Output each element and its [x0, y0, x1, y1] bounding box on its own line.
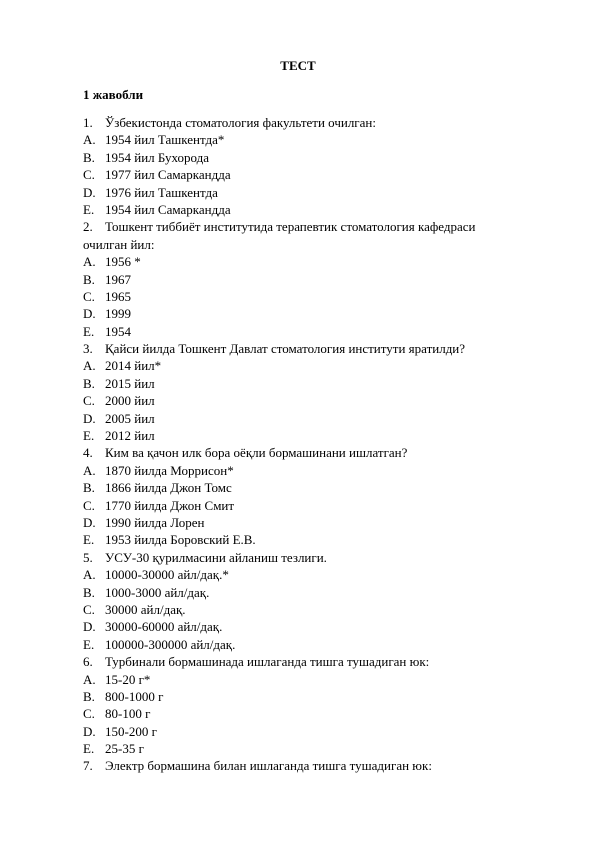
answer-option-number: B.: [83, 375, 95, 391]
answer-option-text: 1956 *: [105, 254, 141, 270]
answer-option: [83, 427, 523, 444]
answer-option-number: E.: [83, 201, 95, 217]
question-number: 6.: [83, 654, 93, 670]
answer-option-number: E.: [83, 428, 95, 444]
answer-option-text: 1000-3000 айл/дақ.: [105, 584, 210, 600]
question-number: 2.: [83, 219, 93, 235]
answer-option-text: 1866 йилда Джон Томс: [105, 480, 232, 496]
answer-option-text: 2014 йил*: [105, 358, 162, 374]
answer-option-text: 15-20 г*: [105, 671, 151, 687]
answer-option-number: A.: [83, 462, 96, 478]
answer-option-number: E.: [83, 532, 95, 548]
answer-option-text: 1990 йилда Лорен: [105, 514, 205, 530]
answer-option-number: A.: [83, 671, 96, 687]
question-text: Турбинали бормашинада ишлаганда тишга тушадиган юк:: [105, 654, 430, 670]
answer-option-text: 80-100 г: [105, 706, 151, 722]
question-continuation: [83, 236, 523, 253]
answer-option-text: 1954: [105, 323, 131, 339]
answer-option: [83, 357, 523, 374]
answer-option: [83, 305, 523, 322]
answer-option-number: A.: [83, 132, 96, 148]
answer-option: [83, 514, 523, 531]
answer-option: [83, 323, 523, 340]
answer-option-text: 150-200 г: [105, 723, 157, 739]
question-text: Ким ва қачон илк бора оёқли бормашинани ишлатган?: [105, 445, 408, 461]
answer-option-number: C.: [83, 706, 95, 722]
question-number: 7.: [83, 758, 93, 774]
answer-option: [83, 184, 523, 201]
answer-option: [83, 723, 523, 740]
question-text: Тошкент тиббиёт институтида терапевтик стоматология кафедраси: [105, 219, 476, 235]
answer-option: [83, 410, 523, 427]
question: [83, 549, 523, 566]
answer-option-number: D.: [83, 514, 96, 530]
question-number: 1.: [83, 115, 93, 130]
question-text: УСУ-30 қурилмасини айланиш тезлиги.: [105, 549, 327, 565]
answer-option-number: A.: [83, 254, 96, 270]
answer-option-text: 1977 йил Самаркандда: [105, 167, 231, 183]
answer-option-number: C.: [83, 601, 95, 617]
answer-option-number: E.: [83, 636, 95, 652]
answer-option-number: D.: [83, 306, 96, 322]
answer-option-text: 100000-300000 айл/дақ.: [105, 636, 236, 652]
question-text: Қайси йилда Тошкент Давлат стоматология институти яратилди?: [105, 341, 466, 357]
question-text: Ўзбекистонда стоматология факультети очилган:: [105, 115, 376, 130]
answer-option-text: 1870 йилда Моррисон*: [105, 462, 234, 478]
question-text: Электр бормашина билан ишлаганда тишга тушадиган юк:: [105, 758, 432, 774]
answer-option-text: 30000-60000 айл/дақ.: [105, 619, 223, 635]
question: [83, 340, 523, 357]
answer-option: [83, 636, 523, 653]
answer-option: [83, 618, 523, 635]
answer-option-text: 1954 йил Ташкентда*: [105, 132, 225, 148]
answer-option: [83, 671, 523, 688]
answer-option-number: C.: [83, 393, 95, 409]
answer-option-number: C.: [83, 497, 95, 513]
answer-option-text: 1954 йил Бухорода: [105, 149, 210, 165]
answer-option: [83, 392, 523, 409]
answer-option-number: C.: [83, 167, 95, 183]
answer-option-text: 10000-30000 айл/дақ.*: [105, 567, 229, 583]
answer-option-text: 25-35 г: [105, 741, 144, 757]
answer-option: [83, 497, 523, 514]
answer-option: [83, 253, 523, 270]
answer-option-number: D.: [83, 184, 96, 200]
answer-option: [83, 740, 523, 757]
answer-option-number: D.: [83, 723, 96, 739]
answer-option-text: 1999: [105, 306, 131, 322]
question-number: 5.: [83, 549, 93, 565]
answer-option-number: D.: [83, 410, 96, 426]
answer-option-text: 2015 йил: [105, 375, 155, 391]
answer-option: [83, 479, 523, 496]
answer-option: [83, 271, 523, 288]
answer-option: [83, 566, 523, 583]
answer-option-number: E.: [83, 741, 95, 757]
answer-option-text: 2012 йил: [105, 428, 155, 444]
answer-option: [83, 601, 523, 618]
answer-option-number: A.: [83, 567, 96, 583]
answer-option-text: 1967: [105, 271, 131, 287]
answer-option-text: 1976 йил Ташкентда: [105, 184, 218, 200]
answer-option-number: B.: [83, 149, 95, 165]
answer-option: [83, 705, 523, 722]
answer-option-number: B.: [83, 480, 95, 496]
answer-option-number: C.: [83, 288, 95, 304]
answer-option-number: B.: [83, 271, 95, 287]
section-heading: 1 жавобли: [83, 87, 144, 102]
answer-option: [83, 166, 523, 183]
answer-option-text: 1965: [105, 288, 131, 304]
answer-option-text: 30000 айл/дақ.: [105, 601, 186, 617]
question-number: 4.: [83, 445, 93, 461]
answer-option-text: 2005 йил: [105, 410, 155, 426]
page-title: ТЕСТ: [280, 58, 316, 73]
question: [83, 757, 523, 774]
question: [83, 218, 523, 235]
answer-option-text: 1953 йилда Боровский Е.В.: [105, 532, 256, 548]
question-continuation-text: очилган йил:: [83, 236, 155, 252]
question: [83, 114, 523, 131]
answer-option-number: A.: [83, 358, 96, 374]
answer-option-text: 2000 йил: [105, 393, 155, 409]
answer-option: [83, 201, 523, 218]
answer-option-number: B.: [83, 584, 95, 600]
answer-option: [83, 688, 523, 705]
answer-option-number: E.: [83, 323, 95, 339]
answer-option: [83, 584, 523, 601]
answer-option: [83, 131, 523, 148]
answer-option-text: 1770 йилда Джон Смит: [105, 497, 235, 513]
answer-option-number: D.: [83, 619, 96, 635]
answer-option: [83, 149, 523, 166]
answer-option-text: 800-1000 г: [105, 688, 164, 704]
answer-option: [83, 462, 523, 479]
answer-option: [83, 531, 523, 548]
answer-option-number: B.: [83, 688, 95, 704]
question: [83, 444, 523, 461]
answer-option: [83, 288, 523, 305]
question-number: 3.: [83, 341, 93, 357]
question: [83, 653, 523, 670]
answer-option: [83, 375, 523, 392]
answer-option-text: 1954 йил Самаркандда: [105, 201, 231, 217]
question-list: [83, 114, 523, 775]
